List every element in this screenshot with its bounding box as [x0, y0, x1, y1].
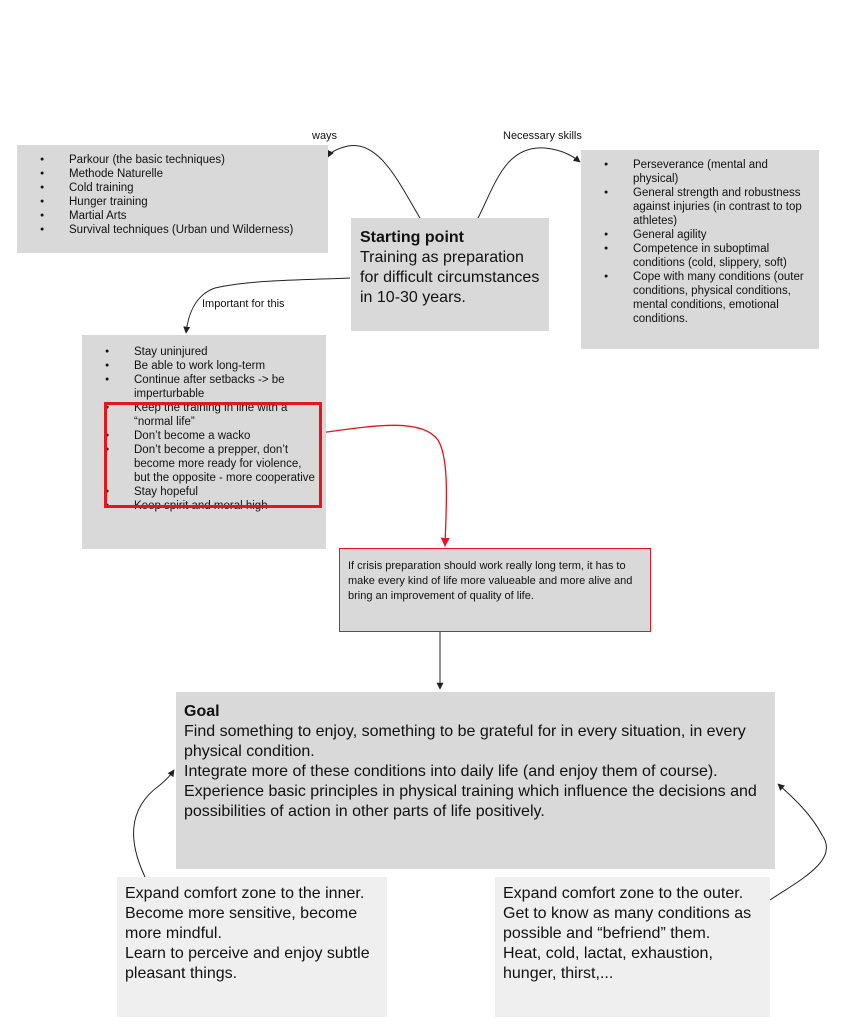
outer-comfort-box	[495, 877, 770, 1017]
list-item: ● Parkour (the basic techniques)	[17, 153, 328, 167]
list-item: ● Keep the training in line with a “normal life”	[82, 401, 320, 429]
list-item: ● Competence in suboptimal conditions (cold, slippery, soft)	[581, 242, 811, 270]
list-item: ● Perseverance (mental and physical)	[581, 158, 811, 186]
list-item: ● Be able to work long-term	[82, 359, 320, 373]
arrow-highlight-to-crisis	[305, 425, 446, 546]
arrow-inner-to-goal	[134, 770, 174, 877]
inner-comfort-box	[117, 877, 387, 1017]
ways-box	[17, 145, 328, 253]
crisis-text: If crisis preparation should work really long term, it has to make every kind of life more valueable and more alive and bring an improvement of quality of life.	[348, 560, 633, 602]
list-item: ● Stay hopeful	[82, 485, 320, 499]
list-item: ● Stay uninjured	[82, 345, 320, 359]
goal-line: Find something to enjoy, something to be grateful for in every situation, in every physical condition.	[184, 723, 746, 760]
goal-title: Goal	[184, 703, 220, 720]
starting-point-text: Training as preparation for difficult circumstances in 10-30 years.	[360, 249, 540, 306]
list-item: ● Hunger training	[17, 195, 328, 209]
goal-box	[176, 692, 775, 869]
starting-point-title: Starting point	[360, 229, 464, 246]
starting-point-box	[351, 218, 549, 331]
highlight-frame	[104, 402, 322, 508]
list-item: ● Methode Naturelle	[17, 167, 328, 181]
ways-list	[17, 153, 328, 237]
outer-line: Get to know as many conditions as possible and “befriend” them.	[503, 905, 752, 942]
list-item: ● General strength and robustness against injuries (in contrast to top athletes)	[581, 186, 811, 228]
arrow-start-to-skills	[478, 148, 580, 218]
list-item: ● General agility	[581, 228, 811, 242]
list-item: ● Martial Arts	[17, 209, 328, 223]
skills-box	[581, 150, 819, 349]
list-item: ● Don’t become a prepper, don’t become more ready for violence, but the opposite - more cooperative	[82, 443, 320, 485]
edge-label-necessary-skills: Necessary skills	[503, 130, 582, 142]
skills-list	[581, 158, 811, 326]
goal-line: Experience basic principles in physical training which influence the decisions and possibilities of action in other parts of life positively.	[184, 783, 757, 820]
arrow-outer-to-goal	[770, 784, 826, 900]
list-item: ● Cope with many conditions (outer conditions, physical conditions, mental conditions, emotional conditions.	[581, 270, 811, 326]
list-item: ● Cold training	[17, 181, 328, 195]
edge-label-important: Important for this	[202, 298, 285, 310]
inner-line: Become more sensitive, become more mindful.	[125, 905, 358, 942]
list-item: ● Survival techniques (Urban und Wilderness)	[17, 223, 328, 237]
outer-line: Expand comfort zone to the outer.	[503, 885, 744, 902]
crisis-box	[339, 548, 651, 632]
list-item: ● Keep spirit and moral high	[82, 499, 320, 513]
list-item: ● Don’t become a wacko	[82, 429, 320, 443]
list-item: ● Continue after setbacks -> be imperturbable	[82, 373, 320, 401]
arrow-start-to-ways	[328, 145, 420, 218]
edge-label-ways: ways	[312, 130, 338, 142]
inner-line: Learn to perceive and enjoy subtle pleasant things.	[125, 945, 370, 982]
outer-line: Heat, cold, lactat, exhaustion, hunger, thirst,...	[503, 945, 713, 982]
inner-line: Expand comfort zone to the inner.	[125, 885, 365, 902]
goal-line: Integrate more of these conditions into daily life (and enjoy them of course).	[184, 763, 718, 780]
